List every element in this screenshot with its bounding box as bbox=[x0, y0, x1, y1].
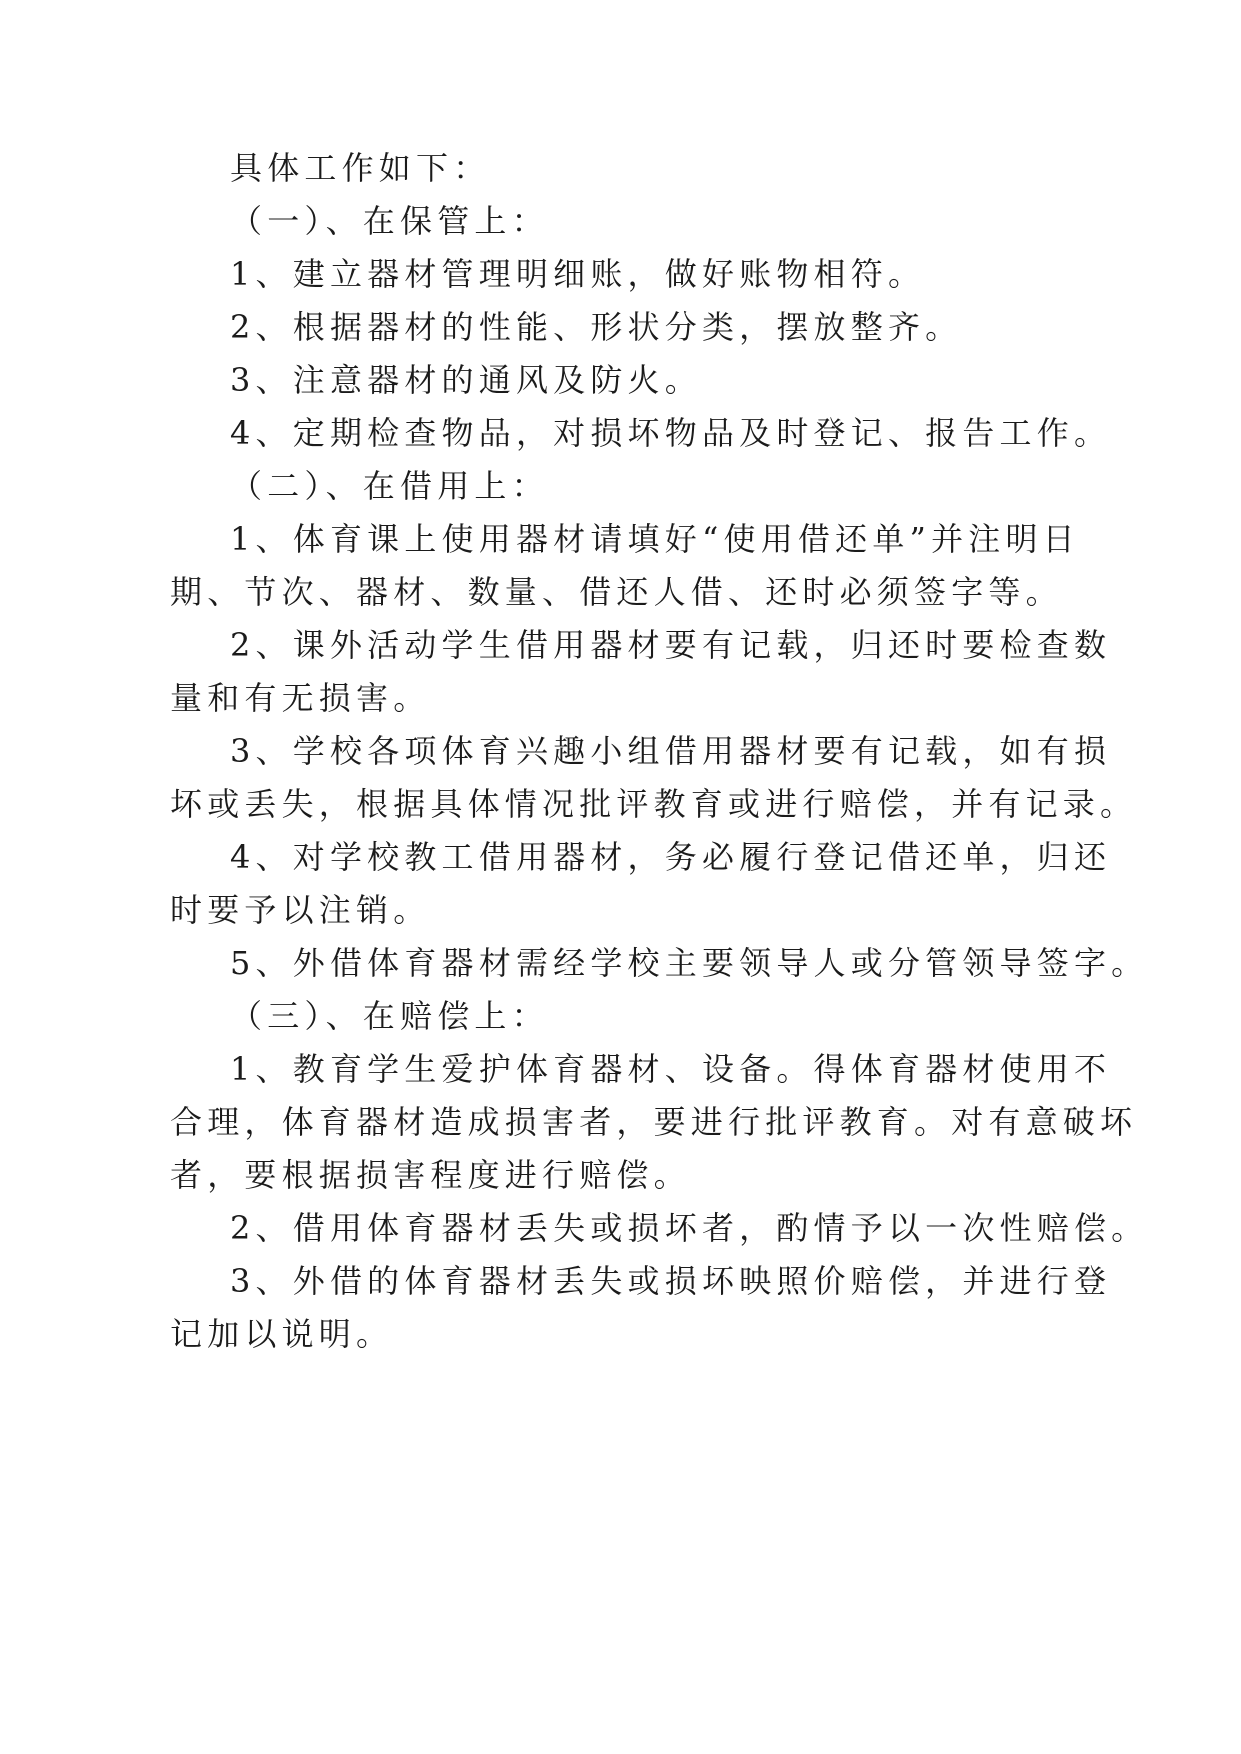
section3-item-1-line3: 者，要根据损害程度进行赔偿。 bbox=[170, 1156, 691, 1194]
section2-item-1-line1: 1、体育课上使用器材请填好“使用借还单”并注明日 bbox=[230, 520, 1080, 558]
section3-item-3-line2: 记加以说明。 bbox=[170, 1315, 394, 1353]
section1-heading: （一）、在保管上： bbox=[230, 202, 549, 240]
section2-item-4-line2: 时要予以注销。 bbox=[170, 891, 431, 929]
section2-item-1-line2: 期、节次、器材、数量、借还人借、还时必须签字等。 bbox=[170, 573, 1063, 611]
section2-item-4-line1: 4、对学校教工借用器材，务必履行登记借还单，归还 bbox=[230, 838, 1112, 876]
section1-item-3: 3、注意器材的通风及防火。 bbox=[230, 361, 702, 399]
section2-item-5: 5、外借体育器材需经学校主要领导人或分管领导签字。 bbox=[230, 944, 1149, 982]
section3-item-1-line2: 合理，体育器材造成损害者，要进行批评教育。对有意破坏 bbox=[170, 1103, 1138, 1141]
section2-item-3-line2: 坏或丢失，根据具体情况批评教育或进行赔偿，并有记录。 bbox=[170, 785, 1138, 823]
section3-item-1-line1: 1、教育学生爱护体育器材、设备。得体育器材使用不 bbox=[230, 1050, 1112, 1088]
section2-heading: （二）、在借用上： bbox=[230, 467, 549, 505]
section2-item-2-line2: 量和有无损害。 bbox=[170, 679, 431, 717]
section3-item-3-line1: 3、外借的体育器材丢失或损坏映照价赔偿，并进行登 bbox=[230, 1262, 1112, 1300]
section1-item-2: 2、根据器材的性能、形状分类，摆放整齐。 bbox=[230, 308, 963, 346]
section3-item-2: 2、借用体育器材丢失或损坏者，酌情予以一次性赔偿。 bbox=[230, 1209, 1149, 1247]
section1-item-4: 4、定期检查物品，对损坏物品及时登记、报告工作。 bbox=[230, 414, 1112, 452]
section2-item-2-line1: 2、课外活动学生借用器材要有记载，归还时要检查数 bbox=[230, 626, 1112, 664]
section3-heading: （三）、在赔偿上： bbox=[230, 997, 549, 1035]
section1-item-1: 1、建立器材管理明细账，做好账物相符。 bbox=[230, 255, 926, 293]
section2-item-3-line1: 3、学校各项体育兴趣小组借用器材要有记载，如有损 bbox=[230, 732, 1112, 770]
intro-text: 具体工作如下： bbox=[230, 149, 491, 187]
